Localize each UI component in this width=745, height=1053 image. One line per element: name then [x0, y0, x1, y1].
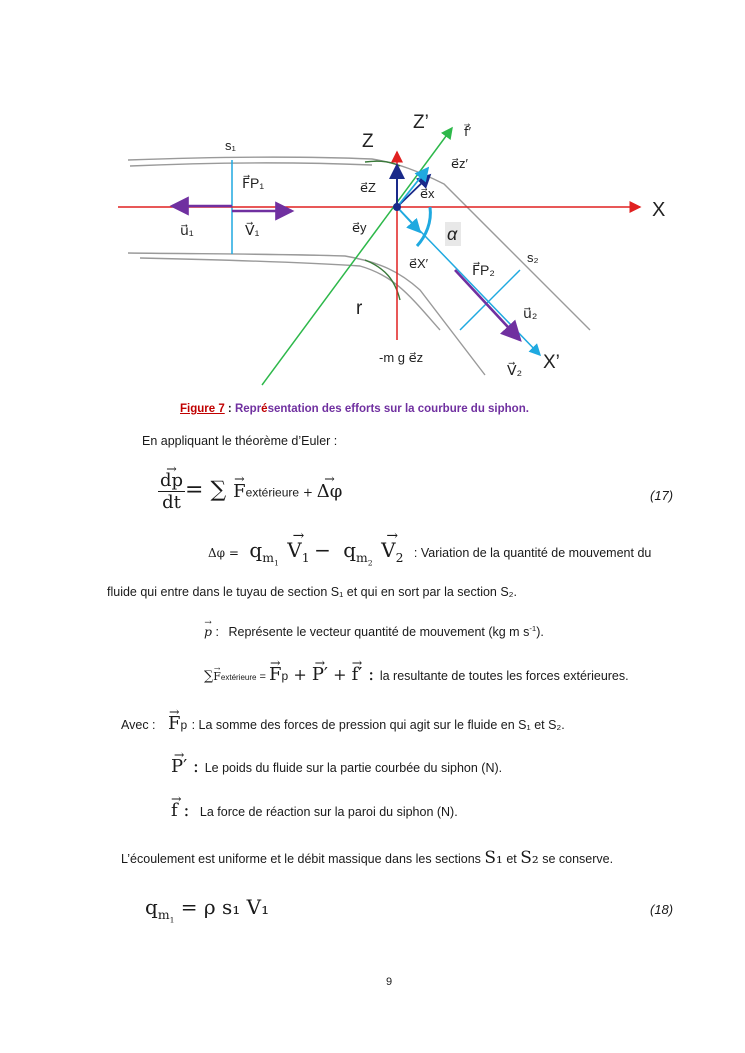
label-ez: e⃗Z	[360, 180, 376, 195]
m-sub-2: m	[356, 550, 368, 565]
p-exp: -1	[529, 624, 537, 633]
sum-p-sub: p	[281, 669, 289, 683]
eq18-number: (18)	[650, 902, 674, 917]
label-ez-prime: e⃗z′	[451, 156, 468, 171]
label-fp2: F⃗P₂	[472, 262, 495, 278]
sum-eq: =	[256, 671, 270, 683]
dp-dt-fraction	[158, 470, 185, 513]
p-text: Représente le vecteur quantité de mouvement (kg m s	[228, 625, 530, 640]
eq17-delta-phi: → Δφ	[317, 481, 343, 502]
sum-F: → F	[213, 670, 221, 683]
label-ey: e⃗y	[352, 220, 367, 235]
avec-text: : La somme des forces de pression qui agit sur le fluide en S₁ et S₂.	[191, 718, 565, 732]
sum-F-sub: extérieure	[220, 673, 257, 682]
ex-prime-vector	[397, 207, 420, 232]
f-text: La force de réaction sur la paroi du siphon (N).	[199, 805, 458, 819]
label-s1: s₁	[225, 138, 236, 153]
caption-text-b: sentation des efforts sur la courbure du siphon.	[267, 403, 529, 415]
label-v1: V⃗₁	[245, 222, 260, 238]
eq18-q: q	[145, 895, 158, 919]
eq17-F: → F	[233, 481, 246, 502]
weight-text: Le poids du fluide sur la partie courbée du siphon (N).	[204, 761, 503, 775]
caption-text-a: Repr	[234, 403, 262, 415]
delta-phi-definition	[208, 538, 651, 567]
delta-phi-desc: : Variation de la quantité de mouvement du	[413, 546, 652, 560]
label-fp1: F⃗P₁	[242, 175, 265, 191]
label-f-prime: f⃗′	[464, 124, 472, 139]
avec-sub: p	[180, 718, 188, 732]
sum-P: → P′	[312, 664, 328, 685]
eq17-F-sub: extérieure	[245, 485, 300, 500]
sum-colon: :	[362, 664, 380, 685]
label-r: r	[356, 298, 363, 319]
label-ex-prime: e⃗X′	[409, 256, 429, 271]
weight-colon: :	[187, 756, 205, 777]
label-v2: V⃗₂	[507, 362, 523, 378]
v-symbol-1: V	[287, 538, 302, 562]
eq17-equals-sum: = ∑	[185, 477, 234, 503]
sum-definition	[204, 664, 629, 685]
siphon-force-diagram	[0, 0, 745, 395]
label-ex: e⃗x	[420, 186, 435, 201]
flow-s2: S₂	[520, 848, 539, 868]
figure-ref[interactable]: Figure 7	[180, 403, 225, 415]
delta-phi-lhs: Δφ =	[208, 546, 239, 560]
equation-18	[145, 895, 269, 924]
q-symbol-1: q	[249, 538, 263, 562]
flow-text-a: L’écoulement est uniforme et le débit massique dans les sections	[121, 852, 485, 866]
avec-definition	[121, 713, 565, 734]
p-definition	[204, 624, 544, 639]
weight-definition	[171, 756, 502, 777]
eq18-m: m	[157, 907, 170, 922]
flow-et: et	[502, 852, 521, 866]
p-colon: :	[215, 625, 219, 640]
equation-17	[158, 470, 342, 513]
eq18-rhs: = ρ s₁ V₁	[174, 895, 270, 919]
label-x: X	[652, 199, 666, 221]
flow-sentence	[121, 848, 613, 868]
two-sub-2: 2	[367, 558, 373, 568]
sum-plus1: +	[288, 665, 312, 684]
v-symbol-2: V	[381, 538, 396, 562]
eq17-denominator: dt	[162, 492, 181, 513]
one-sub-1: 1	[273, 558, 279, 568]
f-symbol: → f	[171, 800, 178, 821]
label-x-prime: X’	[543, 352, 560, 373]
eq17-numerator: → dp	[160, 470, 183, 491]
label-weight: -m g e⃗z	[379, 350, 424, 365]
section-s2-line	[460, 270, 520, 330]
flow-text-b: se conserve.	[538, 852, 614, 866]
label-u1: u⃗₁	[180, 222, 194, 238]
eq17-number: (17)	[650, 488, 674, 503]
sum-plus2: +	[328, 665, 352, 684]
q-symbol-2: q	[343, 538, 357, 562]
label-z-prime: Z’	[413, 112, 429, 133]
caption-text-e: é	[261, 403, 268, 415]
eq18-one: 1	[169, 915, 175, 925]
sum-symbol: ∑	[204, 669, 214, 684]
label-z: Z	[362, 131, 374, 152]
origin-point	[393, 203, 401, 211]
pipe-walls	[128, 157, 590, 375]
figure-caption	[180, 403, 529, 415]
weight-symbol: → P′	[171, 756, 187, 777]
page-number: 9	[386, 976, 393, 988]
avec-F: → F	[168, 713, 181, 734]
sum-Fp: → F	[269, 664, 282, 685]
sum-f: → f′	[352, 664, 363, 685]
label-s2: s₂	[527, 250, 539, 265]
avec-label: Avec :	[121, 718, 156, 732]
v-sub-2: 2	[395, 550, 404, 565]
minus-sign: −	[314, 538, 338, 562]
f-colon: :	[177, 800, 190, 821]
label-u2: u⃗₂	[523, 305, 538, 321]
delta-phi-desc-line2: fluide qui entre dans le tuyau de section S₁ et qui en sort par la section S₂.	[107, 585, 518, 599]
sum-text: la resultante de toutes les forces extérieures.	[379, 669, 629, 683]
eq17-plus: +	[299, 485, 317, 500]
p-symbol: → p	[204, 624, 212, 639]
v-sub-1: 1	[301, 550, 310, 565]
flow-s1: S₁	[484, 848, 503, 868]
label-alpha: α	[447, 224, 458, 244]
p-end: ).	[536, 625, 544, 640]
caption-separator: :	[224, 403, 235, 415]
f-definition	[171, 800, 458, 821]
m-sub-1: m	[262, 550, 274, 565]
intro-text: En appliquant le théorème d’Euler :	[142, 434, 338, 448]
